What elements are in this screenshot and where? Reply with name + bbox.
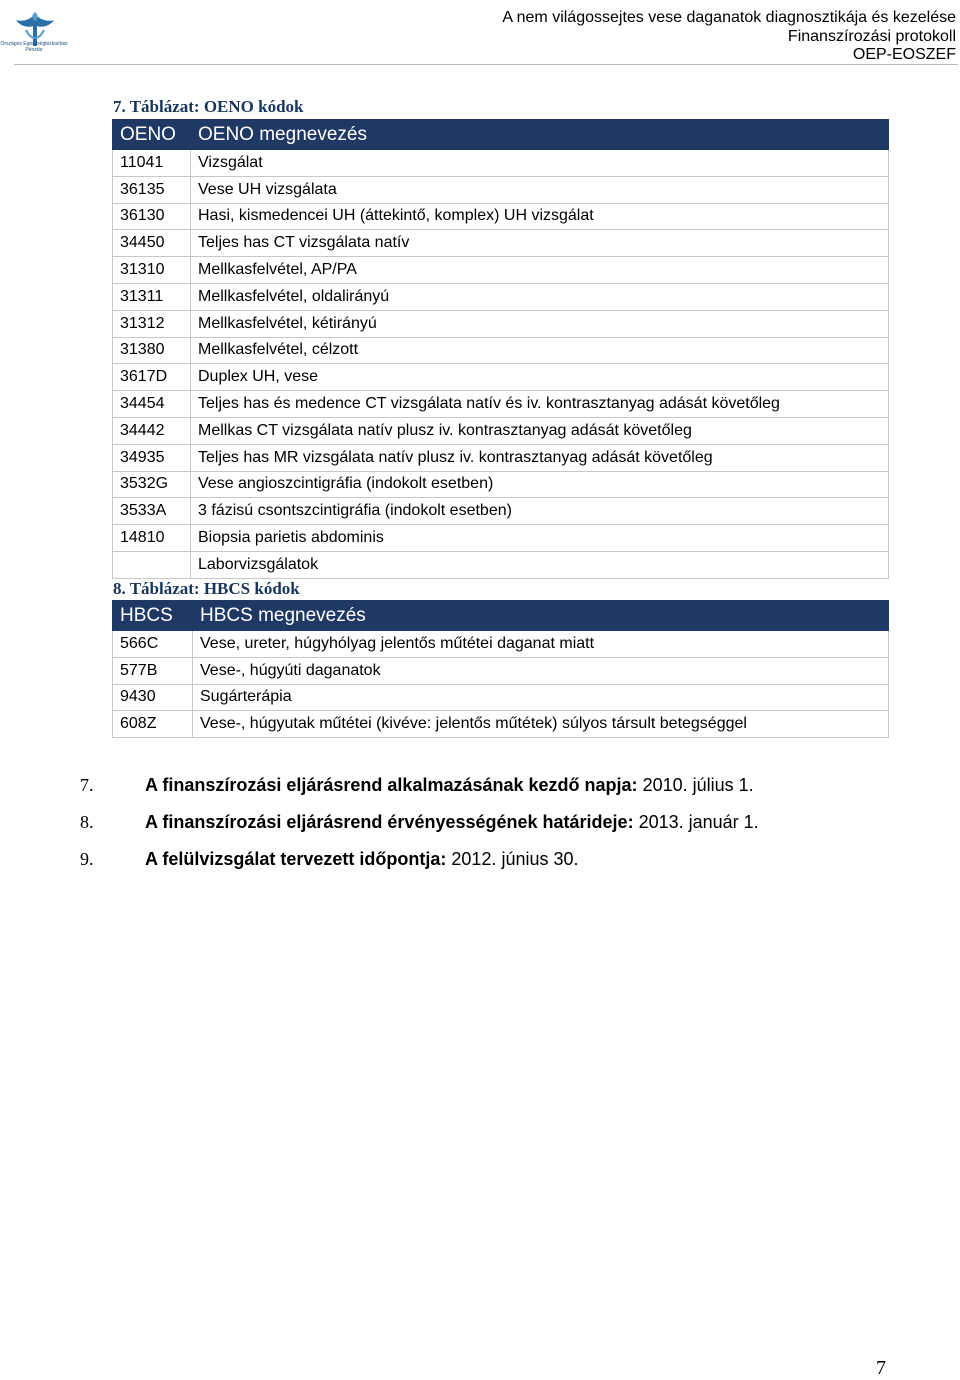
table-row (113, 684, 889, 711)
code-cell: 11041 (113, 150, 191, 177)
table-row (113, 283, 889, 310)
table-row (113, 631, 889, 658)
name-cell: Mellkasfelvétel, oldalirányú (191, 283, 889, 310)
header-divider (14, 64, 958, 65)
code-cell: 36135 (113, 176, 191, 203)
name-cell: Vese-, húgyutak műtétei (kivéve: jelentős műtétek) súlyos társult betegséggel (193, 711, 889, 738)
name-cell: Mellkasfelvétel, kétirányú (191, 310, 889, 337)
section-value: 2012. június 30. (451, 849, 579, 869)
name-cell: Hasi, kismedencei UH (áttekintő, komplex) UH vizsgálat (191, 203, 889, 230)
name-cell: Teljes has és medence CT vizsgálata natív és iv. kontrasztanyag adását követőleg (191, 391, 889, 418)
name-cell: Teljes has MR vizsgálata natív plusz iv. kontrasztanyag adását követőleg (191, 444, 889, 471)
name-cell: Vese, ureter, húgyhólyag jelentős műtétei daganat miatt (193, 631, 889, 658)
table-row (113, 203, 889, 230)
code-cell: 36130 (113, 203, 191, 230)
hbcs-table-caption: 8. Táblázat: HBCS kódok (113, 579, 300, 598)
code-cell: 34442 (113, 417, 191, 444)
oeno-header-code: OENO (113, 120, 191, 150)
hbcs-table (112, 600, 889, 738)
code-cell: 31311 (113, 283, 191, 310)
code-cell: 31310 (113, 257, 191, 284)
section-label: A finanszírozási eljárásrend alkalmazásának kezdő napja: (145, 775, 638, 795)
name-cell: 3 fázisú csontszcintigráfia (indokolt esetben) (191, 498, 889, 525)
header-issuer: OEP-EOSZEF (852, 46, 956, 63)
section-number: 8. (80, 812, 94, 832)
header-document-title: A nem világossejtes vese daganatok diagnosztikája és kezelése (502, 9, 956, 26)
oeno-table-caption: 7. Táblázat: OENO kódok (113, 97, 304, 116)
code-cell: 3533A (113, 498, 191, 525)
table-row (113, 657, 889, 684)
table-row (113, 230, 889, 257)
section-value: 2010. július 1. (642, 775, 754, 795)
name-cell: Vizsgálat (191, 150, 889, 177)
code-cell: 608Z (113, 711, 193, 738)
name-cell: Sugárterápia (193, 684, 889, 711)
page-header (0, 0, 960, 66)
table-row (113, 337, 889, 364)
section-number: 9. (80, 849, 94, 869)
name-cell: Vese angioszcintigráfia (indokolt esetben) (191, 471, 889, 498)
name-cell: Vese-, húgyúti daganatok (193, 657, 889, 684)
table-row (113, 150, 889, 177)
section-text (145, 845, 579, 873)
code-cell: 34935 (113, 444, 191, 471)
code-cell: 3532G (113, 471, 191, 498)
code-cell: 3617D (113, 364, 191, 391)
section-value: 2013. január 1. (638, 812, 759, 832)
name-cell: Mellkasfelvétel, AP/PA (191, 257, 889, 284)
section-text (145, 808, 759, 836)
table-row (113, 176, 889, 203)
name-cell: Vese UH vizsgálata (191, 176, 889, 203)
table-row (113, 525, 889, 552)
header-document-type: Finanszírozási protokoll (787, 27, 956, 45)
name-cell: Mellkas CT vizsgálata natív plusz iv. kontrasztanyag adását követőleg (191, 417, 889, 444)
code-cell: 14810 (113, 525, 191, 552)
section-label: A felülvizsgálat tervezett időpontja: (145, 849, 447, 869)
code-cell: 9430 (113, 684, 193, 711)
table-row (113, 310, 889, 337)
code-cell: 34454 (113, 391, 191, 418)
table-row (113, 444, 889, 471)
oeno-table-header (113, 120, 889, 150)
code-cell: 31312 (113, 310, 191, 337)
table-row (113, 711, 889, 738)
name-cell: Mellkasfelvétel, célzott (191, 337, 889, 364)
section-label: A finanszírozási eljárásrend érvényességének határideje: (145, 812, 634, 832)
code-cell: 34450 (113, 230, 191, 257)
section-number: 7. (80, 775, 94, 795)
name-cell: Teljes has CT vizsgálata natív (191, 230, 889, 257)
table-row (113, 257, 889, 284)
oeno-header-name: OENO megnevezés (191, 120, 889, 150)
table-row (113, 364, 889, 391)
table-row (113, 471, 889, 498)
oeno-table (112, 119, 889, 579)
name-cell: Biopsia parietis abdominis (191, 525, 889, 552)
table-row (113, 417, 889, 444)
code-cell: 566C (113, 631, 193, 658)
hbcs-table-header (113, 601, 889, 631)
header-title-block (502, 9, 956, 65)
name-cell: Duplex UH, vese (191, 364, 889, 391)
code-cell: 31380 (113, 337, 191, 364)
table-row (113, 551, 889, 578)
code-cell: 577B (113, 657, 193, 684)
table-row (113, 391, 889, 418)
hbcs-header-code: HBCS (113, 601, 193, 631)
table-row (113, 498, 889, 525)
name-cell: Laborvizsgálatok (191, 551, 889, 578)
section-text (145, 771, 754, 799)
page-number: 7 (876, 1357, 886, 1379)
logo-caption: Országos Egészségbiztosítási Pénztár (0, 41, 68, 53)
code-cell (113, 551, 191, 578)
hbcs-header-name: HBCS megnevezés (193, 601, 889, 631)
